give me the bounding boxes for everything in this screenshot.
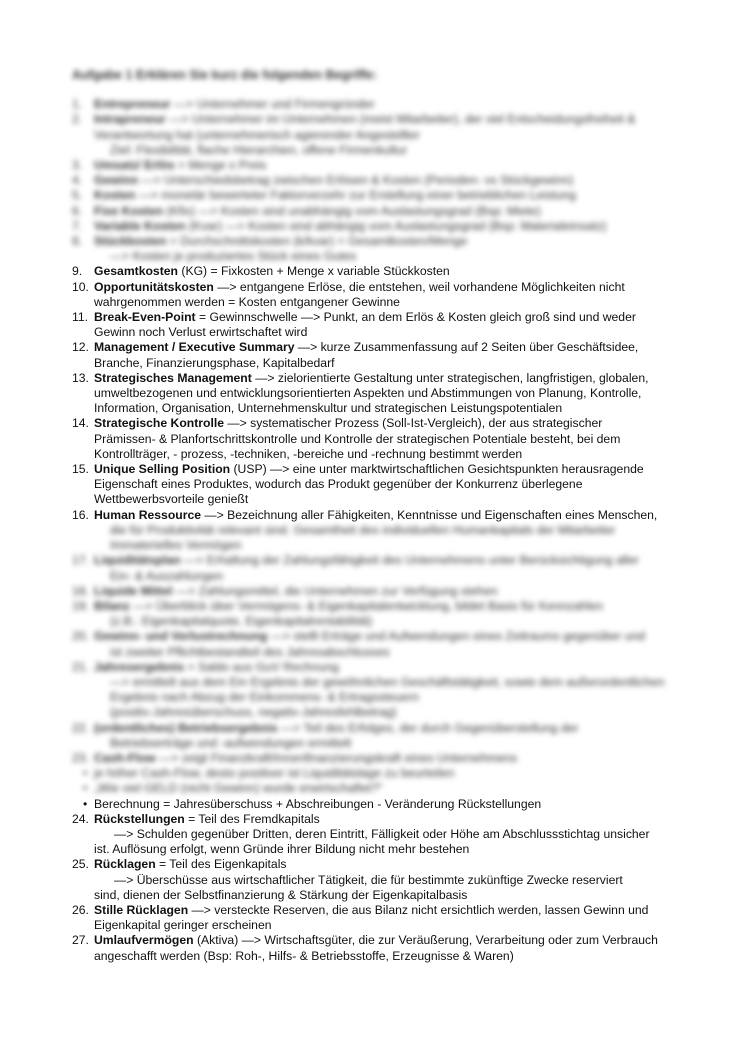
list-item	[72, 857, 684, 903]
item-text: „Wie viel GELD (nicht Gewinn) wurde erwirtschaftet?“	[94, 781, 383, 796]
item-text: die für Produktivität relevant sind. Gesamtheit des individuellen Humankapitals der Mitarbeiter	[110, 522, 616, 537]
item-text: —> Unternehmer und Firmengründer	[170, 97, 375, 112]
list-item	[72, 553, 684, 568]
list-item	[72, 310, 684, 340]
item-line	[94, 340, 684, 355]
item-number: 5.	[72, 188, 83, 203]
bullet-text: Berechnung = Jahresüberschuss + Abschreibungen - Veränderung Rückstellungen	[94, 796, 542, 811]
blurred-top-section	[72, 68, 684, 264]
list-item	[72, 158, 684, 173]
item-continuation: Branche, Finanzierungsphase, Kapitalbedarf	[94, 355, 335, 370]
list-item	[72, 645, 684, 660]
item-text: —> versteckte Reserven, die aus Bilanz nicht ersichtlich werden, lassen Gewinn und	[188, 902, 649, 917]
item-text: = Gewinnschwelle —> Punkt, an dem Erlös & Kosten gleich groß sind und weder	[195, 310, 636, 325]
list-item	[72, 569, 684, 584]
item-continuation: Prämissen- & Planfortschrittskontrolle und Kontrolle der strategischen Potentiale besteht, bei dem	[94, 431, 621, 446]
item-term: Intrapreneur	[94, 112, 166, 127]
item-text: (USP) —> eine unter marktwirtschaftlichen Gesichtspunkten herausragende	[230, 462, 644, 477]
item-text: (Kfix) —> Kosten sind unabhängig vom Auslastungsgrad (Bsp: Miete)	[163, 203, 541, 218]
item-term: Human Ressource	[94, 507, 202, 522]
item-number: •	[83, 766, 88, 781]
item-line	[94, 462, 684, 477]
item-number: 9.	[72, 264, 83, 279]
item-number: 8.	[72, 234, 83, 249]
page-heading: Aufgabe 1 Erklären Sie kurz die folgenden Begriffe:	[72, 68, 377, 82]
bullet-calculation	[72, 797, 684, 812]
item-text: = Durchschnittskosten (k/kvar) = Gesamtkosten/Menge	[166, 234, 468, 249]
list-item	[72, 781, 684, 796]
blurred-middle-section	[72, 523, 684, 797]
item-term: Management / Executive Summary	[94, 340, 295, 355]
list-item	[72, 508, 684, 523]
item-text: —> Überblick über Vermögens- & Eigenkapitalentwicklung, bildet Basis für Kennzahlen	[129, 598, 604, 613]
item-number: 4.	[72, 173, 83, 188]
item-number: 1.	[72, 97, 83, 112]
item-term: Liquiditätsplan	[94, 553, 181, 568]
item-number: 15.	[72, 462, 89, 477]
item-text: —> Unternehmer im Unternehmen (meist Mitarbeiter), der viel Entscheidungsfreiheit & Verantwortung hat (unternehmerisch agierender Angestellter	[94, 112, 636, 142]
item-term: Stückkosten	[94, 234, 167, 249]
item-term: Liquide Mittel	[94, 583, 173, 598]
list-item	[72, 721, 684, 736]
list-item	[72, 234, 684, 249]
item-text: —> stellt Erträge und Aufwendungen eines Zeitraums gegenüber und	[267, 629, 646, 644]
list-item	[72, 188, 684, 203]
item-number: 11.	[72, 310, 89, 325]
item-continuation: —> Schulden gegenüber Dritten, deren Eintritt, Fälligkeit oder Höhe am Abschlussstichtag unsicher	[114, 826, 650, 841]
item-line	[94, 310, 684, 325]
item-text: —> zeigt Finanzkraft/Innenfinanzierungskraft eines Unternehmens	[155, 750, 518, 765]
definition-list-2	[72, 812, 684, 964]
item-term: Strategisches Management	[94, 370, 252, 385]
list-item	[72, 204, 684, 219]
item-term: Opportunitätskosten	[94, 279, 214, 294]
item-text: —> zielorientierte Gestaltung unter strategischen, langfristigen, globalen,	[251, 370, 649, 385]
item-continuation: Eigenschaft eines Produktes, wodurch das Produkt gegenüber der Konkurrenz überlegene	[94, 477, 583, 492]
item-continuation: umweltbezogenen und entwicklungsorientierten Aspekten und Abstimmungen von Planung, Kontrolle,	[94, 386, 642, 401]
item-continuation: angeschafft werden (Bsp: Roh-, Hilfs- & Betriebsstoffe, Erzeugnisse & Waren)	[94, 948, 514, 963]
list-item	[72, 736, 684, 751]
item-text: —> Zahlungsmittel, die Unternehmen zur Verfügung stehen	[172, 583, 498, 598]
item-number: 19.	[72, 598, 89, 613]
item-term: Gewinn- und Verlustrechnung	[94, 629, 268, 644]
item-term: Umlaufvermögen	[94, 933, 194, 948]
item-number: 6.	[72, 203, 83, 218]
item-number: 17.	[72, 553, 89, 568]
list-item	[72, 812, 684, 858]
item-line	[94, 508, 684, 523]
item-text: ist zweiter Pflichtbestandteil des Jahresabschlusses	[110, 644, 390, 659]
item-line	[94, 280, 684, 295]
item-number: 20.	[72, 629, 89, 644]
item-term: Entrepreneur	[94, 97, 171, 112]
item-text: = Saldo aus GuV Rechnung	[184, 659, 339, 674]
item-term: Strategische Kontrolle	[94, 416, 225, 431]
item-text: Ziel: Flexibilität, flache Hierarchien, offene Firmenkultur	[110, 142, 408, 157]
item-term: Cash-Flow	[94, 750, 156, 765]
item-continuation: Gewinn noch Verlust erwirtschaftet wird	[94, 325, 308, 340]
list-item	[72, 690, 684, 705]
list-item	[72, 660, 684, 675]
item-continuation: Wettbewerbsvorteile genießt	[94, 492, 249, 507]
item-text: —> Bezeichnung aller Fähigkeiten, Kenntnisse und Eigenschaften eines Menschen,	[201, 507, 658, 522]
item-number: 12.	[72, 340, 89, 355]
item-continuation: Kontrollträger, - prozess, -techniken, -bereiche und -rechnung bestimmt werden	[94, 446, 523, 461]
item-number: 16.	[72, 507, 89, 522]
item-number: 14.	[72, 416, 89, 431]
item-continuation: wahrgenommen werden = Kosten entgangener Gewinne	[94, 294, 400, 309]
item-continuation: Eigenkapital geringer erscheinen	[94, 918, 272, 933]
item-text: (Aktiva) —> Wirtschaftsgüter, die zur Veräußerung, Verarbeitung oder zum Verbrauch	[193, 933, 658, 948]
item-continuation: Information, Organisation, Unternehmenskultur und strategischen Leistungspotentialen	[94, 401, 563, 416]
item-number: 25.	[72, 857, 89, 872]
item-continuation: sind, dienen der Selbstfinanzierung & Stärkung der Eigenkapitalbasis	[94, 887, 468, 902]
item-number: 13.	[72, 370, 89, 385]
list-item	[72, 614, 684, 629]
item-number: 10.	[72, 279, 89, 294]
list-item	[72, 143, 684, 158]
item-number: 18.	[72, 583, 89, 598]
list-item	[72, 933, 684, 963]
item-number: •	[83, 781, 88, 796]
list-item	[72, 112, 684, 142]
list-item	[72, 538, 684, 553]
item-text: = Menge x Preis	[174, 158, 267, 173]
item-number: 27.	[72, 933, 89, 948]
item-text: je höher Cash-Flow, desto positiver ist Liquiditätslage zu beurteilen	[94, 766, 455, 781]
item-term: Stille Rücklagen	[94, 902, 189, 917]
item-term: Break-Even-Point	[94, 310, 196, 325]
item-text: Immaterielles Vermögen	[110, 538, 242, 553]
item-text: —> entgangene Erlöse, die entstehen, weil vorhandene Möglichkeiten nicht	[213, 279, 625, 294]
item-term: Gewinn	[94, 173, 139, 188]
list-item	[72, 766, 684, 781]
item-line	[94, 903, 684, 918]
item-text: Betriebserträge und -aufwendungen ermittelt	[110, 735, 352, 750]
list-item	[72, 249, 684, 264]
item-line	[94, 264, 684, 279]
list-item	[72, 462, 684, 508]
item-text: —> kurze Zusammenfassung auf 2 Seiten über Geschäftsidee,	[294, 340, 639, 355]
item-term: Fixe Kosten	[94, 203, 164, 218]
item-number: 21.	[72, 659, 89, 674]
list-item	[72, 599, 684, 614]
item-text: —> Unterschiedsbetrag zwischen Erlösen & Kosten (Perioden- vs Stückgewinn)	[138, 173, 574, 188]
definition-list	[72, 264, 684, 522]
document-page	[72, 68, 684, 964]
list-item	[72, 371, 684, 417]
list-item	[72, 584, 684, 599]
list-item	[72, 340, 684, 370]
item-number: 3.	[72, 158, 83, 173]
item-term: Rückstellungen	[94, 811, 185, 826]
item-term: Kosten	[94, 188, 136, 203]
item-text: Ergebnis nach Abzug der Einkommens- & Ertragssteuern	[110, 690, 419, 705]
blurred-items-list	[72, 97, 684, 264]
item-number: 7.	[72, 218, 83, 233]
item-text: —> systematischer Prozess (Soll-Ist-Vergleich), der aus strategischer	[224, 416, 603, 431]
item-term: (ordentliches) Betriebsergebnis	[94, 720, 278, 735]
item-text: —> Erhaltung der Zahlungsfähigkeit des Unternehmens unter Berücksichtigung aller	[180, 553, 639, 568]
item-number: 2.	[72, 112, 83, 127]
item-text: (KG) = Fixkosten + Menge x variable Stückkosten	[178, 264, 450, 279]
item-line	[94, 812, 684, 827]
item-number: 22.	[72, 720, 89, 735]
item-term: Gesamtkosten	[94, 264, 178, 279]
item-line	[94, 857, 684, 872]
blurred-items-list-2	[72, 523, 684, 797]
item-text: —> ermittelt aus dem Ein Ergebnis der gewöhnlichen Geschäftstätigkeit, sowie dem außerordentlichen	[110, 674, 665, 689]
list-item	[72, 264, 684, 279]
list-item	[72, 280, 684, 310]
bullet-dot: •	[83, 796, 88, 811]
list-item	[72, 751, 684, 766]
list-item	[72, 675, 684, 690]
item-text: —> Kosten je produziertes Stück eines Gutes	[110, 249, 357, 264]
item-continuation: ist. Auflösung erfolgt, wenn Gründe ihrer Bildung nicht mehr bestehen	[94, 842, 470, 857]
list-item	[72, 219, 684, 234]
item-number: 26.	[72, 902, 89, 917]
item-text: Ein- & Auszahlungen	[110, 568, 224, 583]
item-term: Jahresergebnis	[94, 659, 185, 674]
list-item	[72, 705, 684, 720]
item-text: (z.B.: Eigenkapitalquote, Eigenkapitalrentabilität)	[110, 614, 373, 629]
list-item	[72, 97, 684, 112]
item-number: 24.	[72, 811, 89, 826]
item-text: = Teil des Fremdkapitals	[184, 811, 320, 826]
list-item	[72, 903, 684, 933]
item-term: Bilanz	[94, 598, 130, 613]
item-term: Variable Kosten	[94, 218, 186, 233]
item-term: Rücklagen	[94, 857, 156, 872]
item-continuation: —> Überschüsse aus wirtschaftlicher Tätigkeit, die für bestimmte zukünftige Zwecke reserviert	[114, 872, 623, 887]
item-text: (positiv-Jahresüberschuss, negativ-Jahresfehlbetrag)	[110, 705, 397, 720]
list-item	[72, 416, 684, 462]
item-text: = Teil des Eigenkapitals	[155, 857, 287, 872]
item-text: —> monetär bewerteter Faktorverzehr zur Erstellung einer betrieblichen Leistung	[135, 188, 576, 203]
item-text: —> Teil des Erfolges, der durch Gegenüberstellung der	[277, 720, 579, 735]
item-number: 23.	[72, 750, 89, 765]
item-line	[94, 933, 684, 948]
item-text: (Kvar) —> Kosten sind abhängig vom Auslastungsgrad (Bsp: Materialeinsatz)	[185, 218, 607, 233]
item-term: Umsatz/ Erlös	[94, 158, 175, 173]
item-line	[94, 416, 684, 431]
list-item	[72, 629, 684, 644]
list-item	[72, 523, 684, 538]
item-term: Unique Selling Position	[94, 462, 231, 477]
item-line	[94, 371, 684, 386]
list-item	[72, 173, 684, 188]
